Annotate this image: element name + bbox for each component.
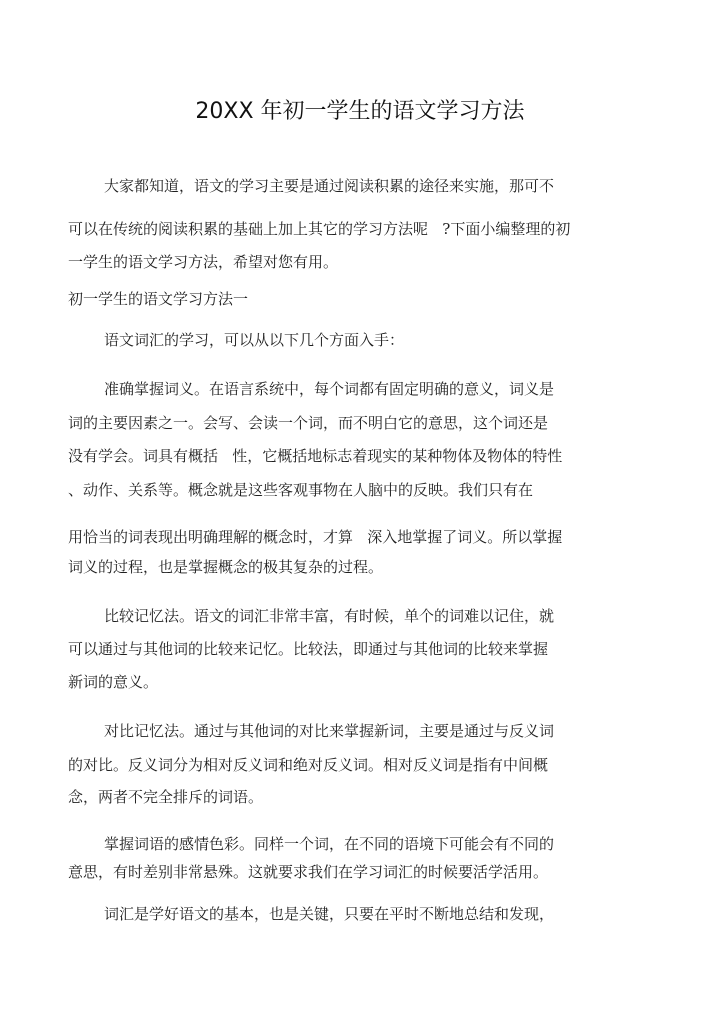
- paragraph-line: 掌握词语的感情色彩。同样一个词，在不同的语境下可能会有不同的: [104, 835, 555, 853]
- paragraph-line: 比较记忆法。语文的词汇非常丰富，有时候，单个的词难以记住，就: [104, 607, 555, 625]
- paragraph-line: 大家都知道，语文的学习主要是通过阅读积累的途径来实施，那可不: [104, 177, 555, 195]
- paragraph-line: 一学生的语文学习方法，希望对您有用。: [68, 253, 339, 271]
- paragraph-line: 可以在传统的阅读积累的基础上加上其它的学习方法呢 ?下面小编整理的初: [68, 220, 571, 238]
- paragraph-line: 对比记忆法。通过与其他词的对比来掌握新词，主要是通过与反义词: [104, 722, 555, 740]
- paragraph-line: 词义的过程，也是掌握概念的极其复杂的过程。: [68, 558, 384, 576]
- paragraph-line: 词的主要因素之一。会写、会读一个词，而不明白它的意思，这个词还是: [68, 414, 549, 432]
- paragraph-line: 念，两者不完全排斥的词语。: [68, 788, 264, 806]
- paragraph-line: 新词的意义。: [68, 673, 159, 691]
- paragraph-line: 意思，有时差别非常悬殊。这就要求我们在学习词汇的时候要活学活用。: [68, 863, 549, 881]
- document-title: 20XX 年初一学生的语文学习方法: [195, 99, 525, 124]
- section-heading: 初一学生的语文学习方法一: [68, 290, 249, 308]
- paragraph-line: 用恰当的词表现出明确理解的概念时，才算 深入地掌握了词义。所以掌握: [68, 528, 563, 546]
- paragraph-line: 的对比。反义词分为相对反义词和绝对反义词。相对反义词是指有中间概: [68, 756, 549, 774]
- paragraph-line: 没有学会。词具有概括 性，它概括地标志着现实的某种物体及物体的特性: [68, 447, 563, 465]
- paragraph-line: 语文词汇的学习，可以从以下几个方面入手：: [104, 331, 405, 349]
- paragraph-line: 词汇是学好语文的基本，也是关键，只要在平时不断地总结和发现，: [104, 905, 555, 923]
- paragraph-line: 、动作、关系等。概念就是这些客观事物在人脑中的反映。我们只有在: [68, 481, 534, 499]
- paragraph-line: 准确掌握词义。在语言系统中，每个词都有固定明确的意义，词义是: [104, 380, 555, 398]
- paragraph-line: 可以通过与其他词的比较来记忆。比较法，即通过与其他词的比较来掌握: [68, 640, 549, 658]
